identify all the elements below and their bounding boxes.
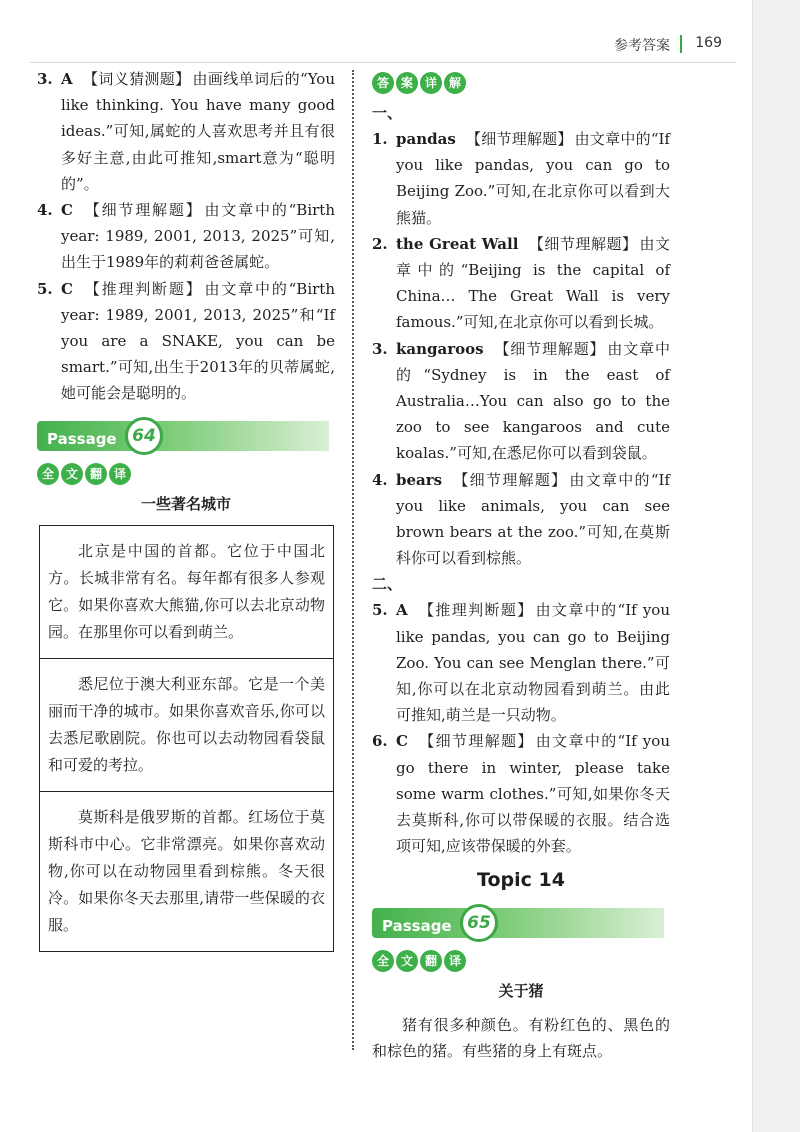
answer-key: C xyxy=(61,201,73,220)
answer-item: 6. C 【细节理解题】 由文章中的“If you go there in winter, please take some warm clothes.”可知,如果你冬天去莫斯科,你可以带保暖的衣服。结合选项可知,应该带保暖的外套。 xyxy=(372,732,670,856)
answer-key: C xyxy=(61,279,73,298)
passage-banner xyxy=(372,904,670,942)
column-divider xyxy=(352,70,354,1050)
section-one-heading: 一、 xyxy=(372,104,403,122)
page-number: 169 xyxy=(695,35,722,51)
question-type: 【细节理解题】 xyxy=(417,732,534,751)
translation-table xyxy=(39,525,334,952)
passage-banner xyxy=(37,417,335,455)
header-label: 参考答案 xyxy=(614,38,670,54)
answer-key: A xyxy=(61,70,73,88)
question-type: 【推理判断题】 xyxy=(417,601,534,620)
answer-key: A xyxy=(396,601,408,620)
left-column xyxy=(37,66,335,952)
passage-label: Passage xyxy=(47,429,117,448)
translation-cell: 北京是中国的首都。它位于中国北方。长城非常有名。每年都有很多人参观它。如果你喜欢大熊猫,你可以去北京动物园。在那里你可以看到萌兰。 xyxy=(48,541,325,641)
answer-item: 4. C 【细节理解题】 由文章中的“Birth year: 1989, 2001, 2013, 2025”可知,出生于1989年的莉莉爸爸属蛇。 xyxy=(37,201,335,272)
translation-cell: 莫斯科是俄罗斯的首都。红场位于莫斯科市中心。它非常漂亮。如果你喜欢动物,你可以在动物园里看到棕熊。冬天很冷。如果你冬天去那里,请带一些保暖的衣服。 xyxy=(40,791,333,951)
question-type: 【词义猜测题】 xyxy=(82,70,191,88)
translation-cell: 悉尼位于澳大利亚东部。它是一个美丽而干净的城市。如果你喜欢音乐,你可以去悉尼歌剧院。你也可以去动物园看袋鼠和可爱的考拉。 xyxy=(40,658,333,791)
translation-title: 关于猪 xyxy=(498,981,544,1000)
answer-item: 3. kangaroos 【细节理解题】 由文章中的“Sydney is in the east of Australia…You can also go to the zoo to see kangaroos and cute koalas.”可知,在悉尼你可以看到袋鼠。 xyxy=(372,339,670,463)
explanation: 由文章中的“Beijing is the capital of China… The Great Wall is very famous.”可知,在北京你可以看到长城。 xyxy=(396,234,670,332)
header-separator xyxy=(680,35,682,53)
answer-key: bears xyxy=(396,470,443,489)
explanation: 由文章中的“Sydney is in the east of Australia…You can also go to the zoo to see kangaroos and cute koalas.”可知,在悉尼你可以看到袋鼠。 xyxy=(396,339,670,463)
translation-paragraph: 猪有很多种颜色。有粉红色的、黑色的和棕色的猪。有些猪的身上有斑点。 xyxy=(372,1015,670,1061)
passage-number: 64 xyxy=(125,417,163,455)
explanation: 由文章中的“Birth year: 1989, 2001, 2013, 2025”和“If you are a SNAKE, you can be smart.”可知,出生于2013年的贝蒂属蛇,她可能会是聪明的。 xyxy=(61,279,335,403)
question-type: 【细节理解题】 xyxy=(82,201,203,220)
answer-key: the Great Wall xyxy=(396,234,519,253)
full-translation-badge: 全 文 翻 译 xyxy=(37,463,335,485)
explanation: 由文章中的“If you go there in winter, please take some warm clothes.”可知,如果你冬天去莫斯科,你可以带保暖的衣服。结合选项可知,应该带保暖的外套。 xyxy=(396,732,670,856)
section-two-heading: 二、 xyxy=(372,575,403,594)
answer-item: 5. A 【推理判断题】 由文章中的“If you like pandas, you can go to Beijing Zoo. You can see Menglan there.”可知,你可以在北京动物园看到萌兰。由此可推知,萌兰是一只动物。 xyxy=(372,601,670,725)
page-header xyxy=(0,0,800,70)
topic-heading: Topic 14 xyxy=(477,869,565,892)
answer-key: C xyxy=(396,732,408,751)
explanation: 由文章中的“If you like animals, you can see brown bears at the zoo.”可知,在莫斯科你可以看到棕熊。 xyxy=(396,470,670,568)
answer-item: 2. the Great Wall 【细节理解题】 由文章中的“Beijing is the capital of China… The Great Wall is very famous.”可知,在北京你可以看到长城。 xyxy=(372,234,670,332)
answer-detail-badge: 答 案 详 解 xyxy=(372,72,670,94)
explanation: 由文章中的“Birth year: 1989, 2001, 2013, 2025”可知,出生于1989年的莉莉爸爸属蛇。 xyxy=(61,201,335,272)
answer-item: 4. bears 【细节理解题】 由文章中的“If you like animals, you can see brown bears at the zoo.”可知,在莫斯科你可以看到棕熊。 xyxy=(372,470,670,568)
answer-item: 1. pandas 【细节理解题】 由文章中的“If you like pandas, you can go to Beijing Zoo.”可知,在北京你可以看到大熊猫。 xyxy=(372,130,670,227)
passage-number: 65 xyxy=(460,904,498,942)
answer-key: pandas xyxy=(396,130,456,148)
answer-key: kangaroos xyxy=(396,339,484,358)
answer-item: 5. C 【推理判断题】 由文章中的“Birth year: 1989, 2001, 2013, 2025”和“If you are a SNAKE, you can be smart.”可知,出生于2013年的贝蒂属蛇,她可能会是聪明的。 xyxy=(37,279,335,403)
passage-label: Passage xyxy=(382,916,452,935)
question-type: 【细节理解题】 xyxy=(452,470,568,489)
explanation: 由文章中的“If you like pandas, you can go to Beijing Zoo. You can see Menglan there.”可知,你可以在北京动物园看到萌兰。由此可推知,萌兰是一只动物。 xyxy=(396,601,670,725)
page-edge xyxy=(752,0,800,1132)
full-translation-badge: 全 文 翻 译 xyxy=(372,950,670,972)
question-type: 【推理判断题】 xyxy=(82,279,203,298)
question-type: 【细节理解题】 xyxy=(528,234,638,253)
explanation: 由文章中的“If you like pandas, you can go to Beijing Zoo.”可知,在北京你可以看到大熊猫。 xyxy=(396,130,670,227)
explanation: 由画线单词后的“You like thinking. You have many good ideas.”可知,属蛇的人喜欢思考并且有很多好主意,由此可推知,smart意为“聪明的”。 xyxy=(61,70,335,193)
answer-item: 3. A 【词义猜测题】 由画线单词后的“You like thinking. You have many good ideas.”可知,属蛇的人喜欢思考并且有很多好主意,由此可推知,smart意为“聪明的”。 xyxy=(37,70,335,193)
question-type: 【细节理解题】 xyxy=(465,130,573,148)
right-column xyxy=(372,66,670,1064)
question-type: 【细节理解题】 xyxy=(493,339,606,358)
translation-title: 一些著名城市 xyxy=(140,494,231,513)
header-rule xyxy=(30,62,736,63)
